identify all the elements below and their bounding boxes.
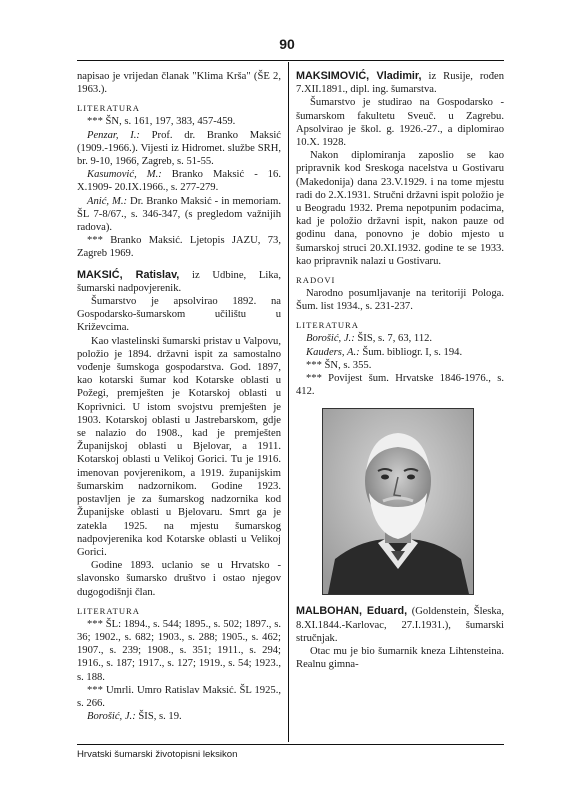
literature-item: *** ŠN, s. 355. (306, 359, 372, 371)
entry-name-maksic: MAKSIĆ, Ratislav, (77, 268, 180, 281)
literature-item: Kasumović, M.: Branko Maksić - 16. X.1909- 20.IX.1966., s. 277-279. (77, 169, 281, 194)
portrait-photo (322, 408, 474, 595)
portrait-illustration (323, 409, 473, 594)
works-heading: RADOVI (296, 275, 336, 286)
header-rule (77, 60, 504, 61)
literature-item: *** ŠN, s. 161, 197, 383, 457-459. (87, 116, 236, 128)
entry-paragraph: Šumarstvo je studirao na Gospodarsko - šumarskom fakultetu Sveuč. u Zagrebu. Apsolvirao je škol. g. 1926.-27., a diplomirao 10.X. 1928. (296, 97, 504, 149)
literature-list (77, 115, 281, 260)
entry-maksimovic-header: MAKSIMOVIĆ, Vladimir, iz Rusije, rođen 7.XII.1891., dipl. ing. šumarstva. (296, 70, 504, 96)
literature-list (77, 618, 281, 724)
literature-item: Borošić, J.: ŠIS, s. 7, 63, 112. (306, 333, 433, 345)
intro-paragraph: napisao je vrijedan članak "Klima Krša" (ŠE 2, 1963.). (77, 71, 281, 96)
works-item: Narodno posumljavanje na teritoriji Pologa. Šum. list 1934., s. 231-237. (296, 288, 504, 313)
entry-malbohan-header: MALBOHAN, Eduard, (Goldenstein, Šleska, 8.XI.1844.-Karlovac, 27.I.1931.), šumarski stručnjak. (296, 605, 504, 644)
literature-item: *** ŠL: 1894., s. 544; 1895., s. 502; 1897., s. 36; 1902., s. 682; 1903., s. 288; 1905., s. 462; 1907., s. 239; 1908., s. 351; 1911., s. 294; 1916., s. 187; 1917., s. 127; 1919., s. 54; 1923., s. 188. (77, 618, 281, 683)
literature-heading: LITERATURA (296, 320, 359, 331)
entry-paragraph: Nakon diplomiranja zaposlio se kao pripravnik kod Sreskoga nacelstva u Gostivaru (Makedonija) dana 23.V.1929. i na tome mjestu radi do 2.X.1931. Stručni državni ispit položio je u Beogradu 1932. Prema nepotpunim podacima, kad je položio državni ispit, nakon pauze od godinu dana, ponovno je dobio mjesto u šumarskoj struci 20.XI.1932. godine te se 1933. kao pripravnik nalazi u Gostivaru. (296, 150, 504, 267)
footer-rule (77, 744, 504, 745)
literature-item: Anić, M.: Dr. Branko Maksić - in memoriam. ŠL 7-8/67., s. 346-347, (s pregledom važnijih radova). (77, 195, 281, 234)
entry-paragraph: Godine 1893. uclanio se u Hrvatsko - slavonsko šumarsko društvo i ostao njegov dugogodišnji član. (77, 560, 281, 598)
footer-text: Hrvatski šumarski životopisni leksikon (77, 749, 238, 760)
literature-list (296, 332, 504, 398)
page-number: 90 (279, 36, 295, 52)
entry-paragraph: Kao vlastelinski šumarski pristav u Valpovu, položio je 1894. državni ispit za samostalno vođenje šumskoga gospodarstva. God. 1897, kao kotarski šumar kod Kotarske oblasti u Požegi, premješten je Kotarskoj oblasti u Koprivnici. U istom svojstvu premješten je 1903. Kotarskoj oblasti u Jastrebarskom, gdje se nalazio do 1908., kad je premješten Županijskoj oblasti u Bjelovar, a 1911. Kotarskoj oblasti u Velikoj Gorici. Tu je 1916. imenovan povjerenikom, a 1919. županijskim šumarskim nadzornikom. Godine 1923. postavljen je za šumarskog nadzornika kod Županijske oblasti u Bjelovaru. Smrt ga je zatekla 1925. na mjestu šumarskog nadpovjerenika kod Kotarske oblasti u Velikoj Gorici. (77, 335, 281, 558)
literature-item: Borošić, J.: ŠIS, s. 19. (87, 711, 182, 723)
literature-item: *** Branko Maksić. Ljetopis JAZU, 73, Zagreb 1969. (77, 235, 281, 260)
literature-item: Kauders, A.: Šum. bibliogr. I, s. 194. (306, 346, 463, 358)
left-column (77, 70, 281, 723)
entry-paragraph: Šumarstvo je apsolvirao 1892. na Gospodarsko-šumarskom učilištu u Križevcima. (77, 296, 281, 334)
literature-item: *** Umrli. Umro Ratislav Maksić. ŠL 1925., s. 266. (77, 684, 281, 709)
entry-paragraph: Otac mu je bio šumarnik kneza Lihtensteina. Realnu gimna- (296, 646, 504, 671)
right-column (296, 70, 504, 671)
literature-heading: LITERATURA (77, 103, 140, 114)
literature-item: Penzar, I.: Prof. dr. Branko Maksić (1909.-1966.). Vijesti iz Hidromet. službe SRH, br. 9-10, 1966, Zagreb, s. 51-55. (77, 129, 281, 168)
literature-heading: LITERATURA (77, 605, 140, 616)
column-divider (288, 62, 289, 742)
entry-maksic-header: MAKSIĆ, Ratislav, iz Udbine, Lika, šumarski nadpovjerenik. (77, 268, 281, 294)
literature-item: *** Povijest šum. Hrvatske 1846-1976., s. 412. (296, 373, 504, 398)
entry-name-maksimovic: MAKSIMOVIĆ, Vladimir, (296, 70, 422, 82)
entry-name-malbohan: MALBOHAN, Eduard, (296, 605, 408, 618)
